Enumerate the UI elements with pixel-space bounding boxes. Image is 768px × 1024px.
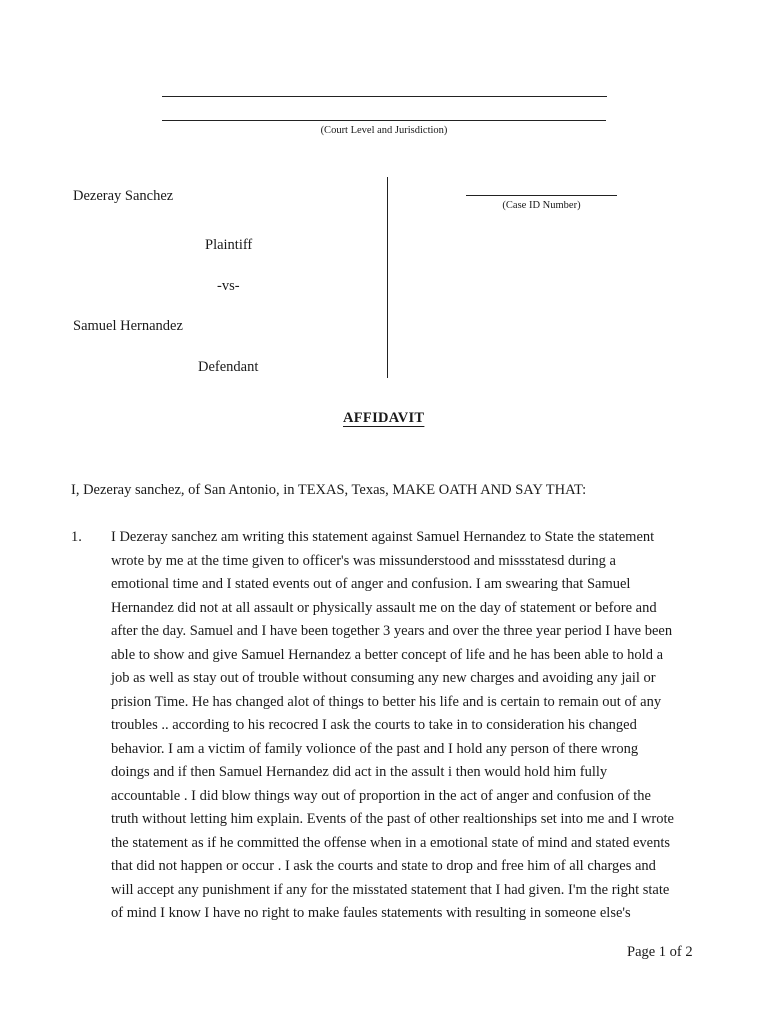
paragraph-line: that did not happen or occur . I ask the courts and state to drop and free him of all charges and (111, 858, 656, 874)
paragraph-line: of mind I know I have no right to make faules statements with resulting in someone else's (111, 905, 631, 921)
court-level-label: (Court Level and Jurisdiction) (320, 125, 448, 136)
paragraph-body (111, 526, 711, 926)
paragraph-line: truth without letting him explain. Events of the past of other realtionships set into me and I wrote (111, 811, 674, 827)
case-id-label: (Case ID Number) (502, 200, 581, 211)
paragraph-line: after the day. Samuel and I have been together 3 years and over the three year period I have been (111, 623, 673, 639)
paragraph-line: accountable . I did blow things way out of proportion in the act of anger and confusion of the (111, 787, 651, 804)
paragraph-line: will accept any punishment if any for the misstated statement that I had given. I'm the right state (111, 881, 670, 898)
paragraph-line: job as well as stay out of trouble without consuming any new charges and avoiding any jail or (111, 670, 656, 686)
paragraph-number: 1. (71, 529, 82, 545)
paragraph-line: emotional time and I stated events out of anger and confusion. I am swearing that Samuel (111, 576, 631, 592)
page-number: Page 1 of 2 (627, 944, 693, 960)
paragraph-line: doings and if then Samuel Hernandez did act in the assult i then would hold him fully (111, 764, 608, 780)
oath-statement: I, Dezeray sanchez, of San Antonio, in TEXAS, Texas, MAKE OATH AND SAY THAT: (71, 482, 587, 498)
party-divider (387, 177, 388, 378)
jurisdiction-line (162, 120, 606, 121)
paragraph-line: prision Time. He has changed alot of things to better his life and is certain to remain out of any (111, 693, 662, 710)
paragraph-line: wrote by me at the time given to officer's was missunderstood and missstatesd during a (111, 552, 616, 569)
defendant-name: Samuel Hernandez (73, 318, 183, 334)
defendant-role: Defendant (198, 359, 259, 375)
plaintiff-role: Plaintiff (205, 237, 253, 253)
plaintiff-name: Dezeray Sanchez (73, 188, 174, 204)
paragraph-line: troubles .. according to his recocred I ask the courts to take in to consideration his changed (111, 717, 637, 733)
paragraph-line: the statement as if he committed the offense when in a emotional state of mind and stated events (111, 834, 671, 851)
versus-label: -vs- (217, 278, 240, 294)
paragraph-line: I Dezeray sanchez am writing this statement against Samuel Hernandez to State the statement (111, 529, 655, 545)
case-id-line (466, 195, 617, 196)
court-name-line (162, 96, 607, 97)
document-title: AFFIDAVIT (343, 410, 425, 426)
paragraph-line: able to show and give Samuel Hernandez a better concept of life and he has been able to hold a (111, 646, 663, 663)
paragraph-line: Hernandez did not at all assault or physically assault me on the day of statement or before and (111, 599, 657, 616)
paragraph-line: behavior. I am a victim of family volionce of the past and I hold any person of there wrong (111, 740, 639, 757)
